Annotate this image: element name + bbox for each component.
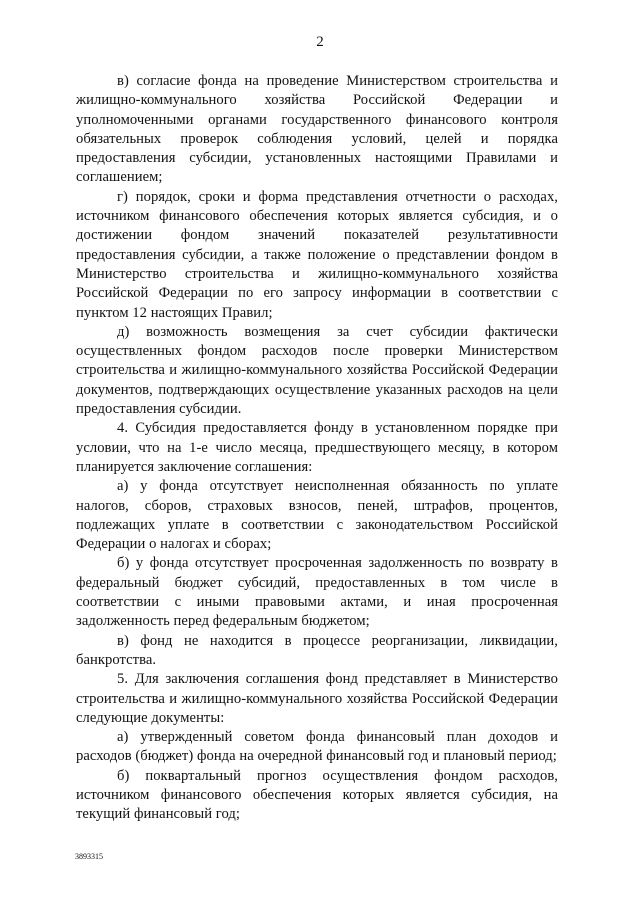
paragraph-4-conditions: 4. Субсидия предоставляется фонду в установленном порядке при условии, что на 1-е число месяца, предшествующего месяцу, в котором планируется заключение соглашения: — [76, 420, 558, 475]
paragraph-4a-no-tax-debt: а) у фонда отсутствует неисполненная обязанность по уплате налогов, сборов, страховых взносов, пеней, штрафов, процентов, подлежащих уплате в соответствии с законодательством Российской Федерации о налогах и сборах; — [76, 478, 558, 553]
paragraph-3d-reimbursement: д) возможность возмещения за счет субсидии фактически осуществленных фондом расходов после проверки Министерством строительства и жилищно-коммунального хозяйства Российской Федерации документов, подтверждающих осуществление указанных расходов на цели предоставления субсидии. — [76, 323, 558, 418]
document-code: 3893315 — [75, 852, 103, 861]
paragraph-4b-no-overdue-debt: б) у фонда отсутствует просроченная задолженность по возврату в федеральный бюджет субсидий, предоставленных в том числе в соответствии с иными правовыми актами, и иная просроченная задолженность перед федеральным бюджетом; — [76, 555, 558, 630]
paragraph-3g-reporting: г) порядок, сроки и форма представления отчетности о расходах, источником финансового обеспечения которых является субсидия, и о достижении фондом значений показателей результативности предоставления субсидии, а также положение о представлении фондом в Министерство строительства и жилищно-коммунального хозяйства Российской Федерации по его запросу информации в соответствии с пунктом 12 настоящих Правил; — [76, 188, 558, 321]
paragraph-5b-quarterly-forecast: б) поквартальный прогноз осуществления фондом расходов, источником финансового обеспечения которых является субсидия, на текущий финансовый год; — [76, 767, 558, 823]
page-number: 2 — [316, 34, 324, 50]
paragraph-5a-financial-plan: а) утвержденный советом фонда финансовый план доходов и расходов (бюджет) фонда на очередной финансовый год и плановый период; — [76, 729, 558, 765]
paragraph-4v-no-bankruptcy: в) фонд не находится в процессе реорганизации, ликвидации, банкротства. — [76, 632, 558, 668]
document-body — [76, 72, 558, 825]
paragraph-5-documents: 5. Для заключения соглашения фонд представляет в Министерство строительства и жилищно-коммунального хозяйства Российской Федерации следующие документы: — [76, 671, 558, 726]
paragraph-3v-consent: в) согласие фонда на проведение Министерством строительства и жилищно-коммунального хозяйства Российской Федерации и уполномоченными органами государственного финансового контроля обязательных проверок соблюдения условий, целей и порядка предоставления субсидии, установленных настоящими Правилами и соглашением; — [76, 73, 558, 186]
